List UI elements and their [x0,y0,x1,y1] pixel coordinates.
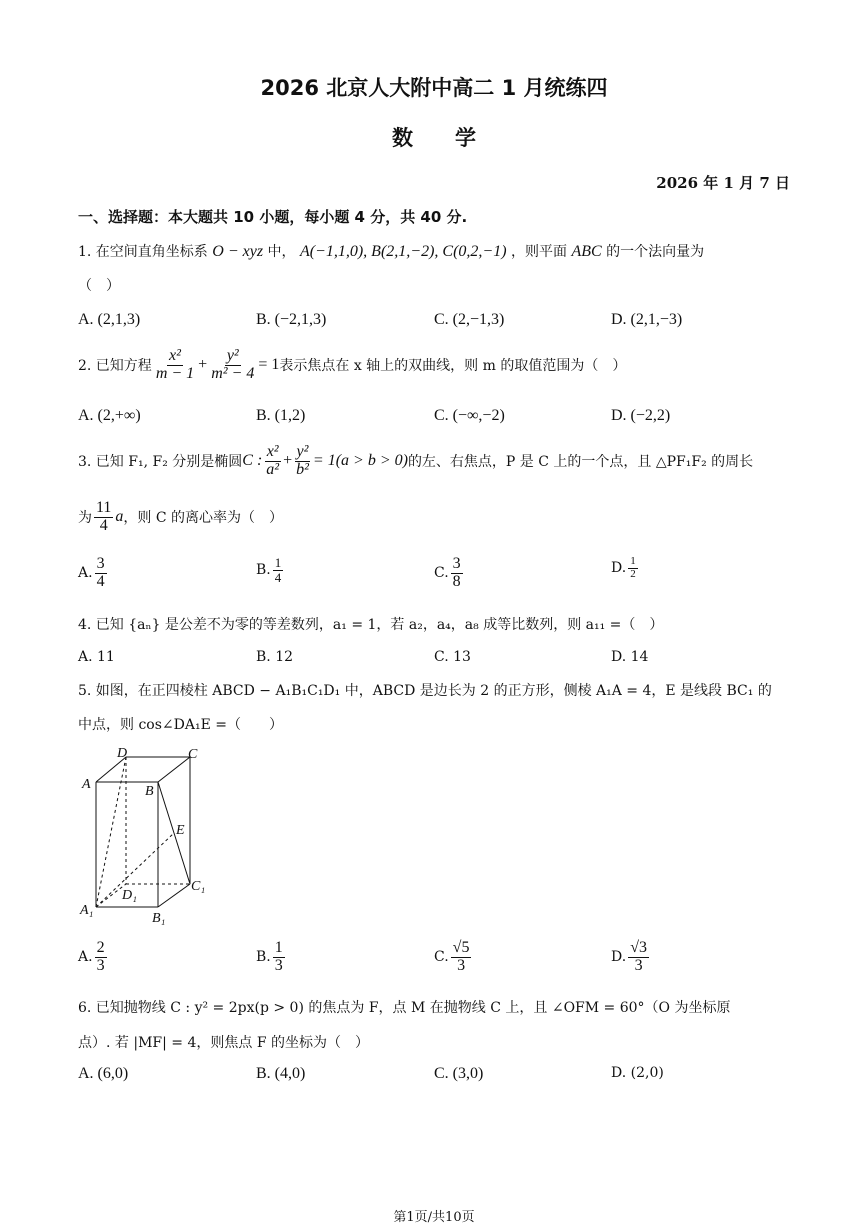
q3-equals: = 1(a > b > 0) [312,452,408,470]
label-e: E [176,823,185,838]
label-b: B [145,784,154,799]
label-d1: D₁ [122,888,137,903]
q1-tail: ，则平面 [510,244,567,260]
q1-option-c[interactable]: C. (2,−1,3) [434,311,505,328]
prism-figure [78,742,218,927]
q1-points: A(−1,1,0), B(2,1,−2), C(0,2,−1) [299,243,507,260]
q2-option-c[interactable]: C. (−∞,−2) [434,407,505,424]
q1-mid: 中， [267,244,296,260]
label-a1: A₁ [80,903,94,918]
q3-perimeter-fraction: $\frac{11}{4}$ [96,499,112,534]
q6-option-d[interactable]: D. (2,0) [611,1065,664,1081]
q2-option-b[interactable]: B. (1,2) [256,407,306,424]
q2-plus: + [198,356,208,374]
exam-title: 2026 北京人大附中高二 1 月统练四 [260,76,608,100]
question-5-line-2: 中点，则 cos∠DA₁E =（ ） [78,717,283,733]
q5-option-b[interactable]: B. $\frac{1}{3}$ [256,939,283,974]
q3-option-a[interactable]: A. $\frac{3}{4}$ [78,555,105,590]
question-6-line-2: 点）. 若 |MF| = 4，则焦点 F 的坐标为（ ） [78,1035,369,1051]
q2-lead: 2. 已知方程 [78,358,152,375]
question-4: 4. 已知 {aₙ} 是公差不为零的等差数列，a₁ = 1，若 a₂，a₄，a₈ 成等比数列，则 a₁₁ =（ ） [78,617,664,633]
q6-option-b[interactable]: B. (4,0) [256,1065,306,1082]
page-number: 第1页/共10页 [393,1210,475,1225]
label-c: C [188,747,198,762]
q5-option-a[interactable]: A. $\frac{2}{3}$ [78,939,105,974]
question-5-line-1: 5. 如图，在正四棱柱 ABCD − A₁B₁C₁D₁ 中，ABCD 是边长为 2 的正方形，侧棱 A₁A = 4，E 是线段 BC₁ 的 [78,683,772,699]
label-c1: C₁ [191,879,206,894]
q3-ellipse-name: C : [242,452,263,470]
question-3-line-2 [78,500,283,535]
q3-option-b[interactable]: B. $\frac{1}{4}$ [256,555,282,585]
q3-lead: 3. 已知 F₁, F₂ 分别是椭圆 [78,454,243,471]
question-3 [78,444,753,479]
q6-option-c[interactable]: C. (3,0) [434,1065,484,1082]
subject-title: 数 学 [392,126,476,150]
q4-option-b[interactable]: B. 12 [256,649,294,665]
question-6-line-1: 6. 已知抛物线 C : y² = 2px(p > 0) 的焦点为 F，点 M 在抛物线 C 上，且 ∠OFM = 60°（O 为坐标原 [78,1000,731,1016]
label-d: D [117,746,128,761]
q2-equals: = 1 [258,356,280,374]
q1-option-a[interactable]: A. (2,1,3) [78,311,141,328]
q4-option-a[interactable]: A. 11 [78,649,115,665]
label-b1: B₁ [152,911,166,926]
label-a: A [82,777,91,792]
q2-tail: 表示焦点在 x 轴上的双曲线，则 m 的取值范围为（ ） [279,358,627,375]
section-heading: 一、选择题：本大题共 10 小题，每小题 4 分，共 40 分. [78,208,468,226]
q1-tail2: 的一个法向量为 [606,244,705,260]
q1-option-d[interactable]: D. (2,1,−3) [611,311,683,328]
q2-fraction-2: $\frac{\text{y²}}{\text{m² − 4}}$ [211,347,255,382]
q1-plane: ABC [571,243,602,260]
q1-coord-system: O − xyz [212,243,264,260]
q3-plus: + [283,452,293,470]
q3-option-c[interactable]: C. $\frac{3}{8}$ [434,555,461,590]
q6-option-a[interactable]: A. (6,0) [78,1065,129,1082]
exam-date: 2026 年 1 月 7 日 [656,174,790,192]
q1-lead: 1. 在空间直角坐标系 [78,244,208,260]
q2-option-d[interactable]: D. (−2,2) [611,407,671,424]
q3-tail: 的左、右焦点，P 是 C 上的一个点，且 △PF₁F₂ 的周长 [407,454,754,471]
question-1 [78,241,704,261]
q1-answer-bracket: （ ） [78,278,120,294]
q3-option-d[interactable]: D. $\frac{1}{2}$ [611,555,636,580]
q4-option-c[interactable]: C. 13 [434,649,471,665]
q5-option-d[interactable]: D. $\frac{√3}{3}$ [611,939,647,974]
q2-option-a[interactable]: A. (2,+∞) [78,407,141,424]
q3-line2-lead: 为 [78,510,92,527]
q2-fraction-1: $\frac{\text{x²}}{m - 1}$ [155,347,195,382]
q1-option-b[interactable]: B. (−2,1,3) [256,311,327,328]
q3-line2-tail: ，则 C 的离心率为（ ） [123,510,284,527]
q3-fraction-2: $\frac{\text{y²}}{\text{b²}}$ [296,443,309,478]
question-2 [78,348,626,383]
q5-option-c[interactable]: C. $\frac{√5}{3}$ [434,939,470,974]
q3-perimeter-var: a [115,508,124,526]
q3-fraction-1: $\frac{\text{x²}}{\text{a²}}$ [266,443,280,478]
q4-option-d[interactable]: D. 14 [611,649,649,665]
